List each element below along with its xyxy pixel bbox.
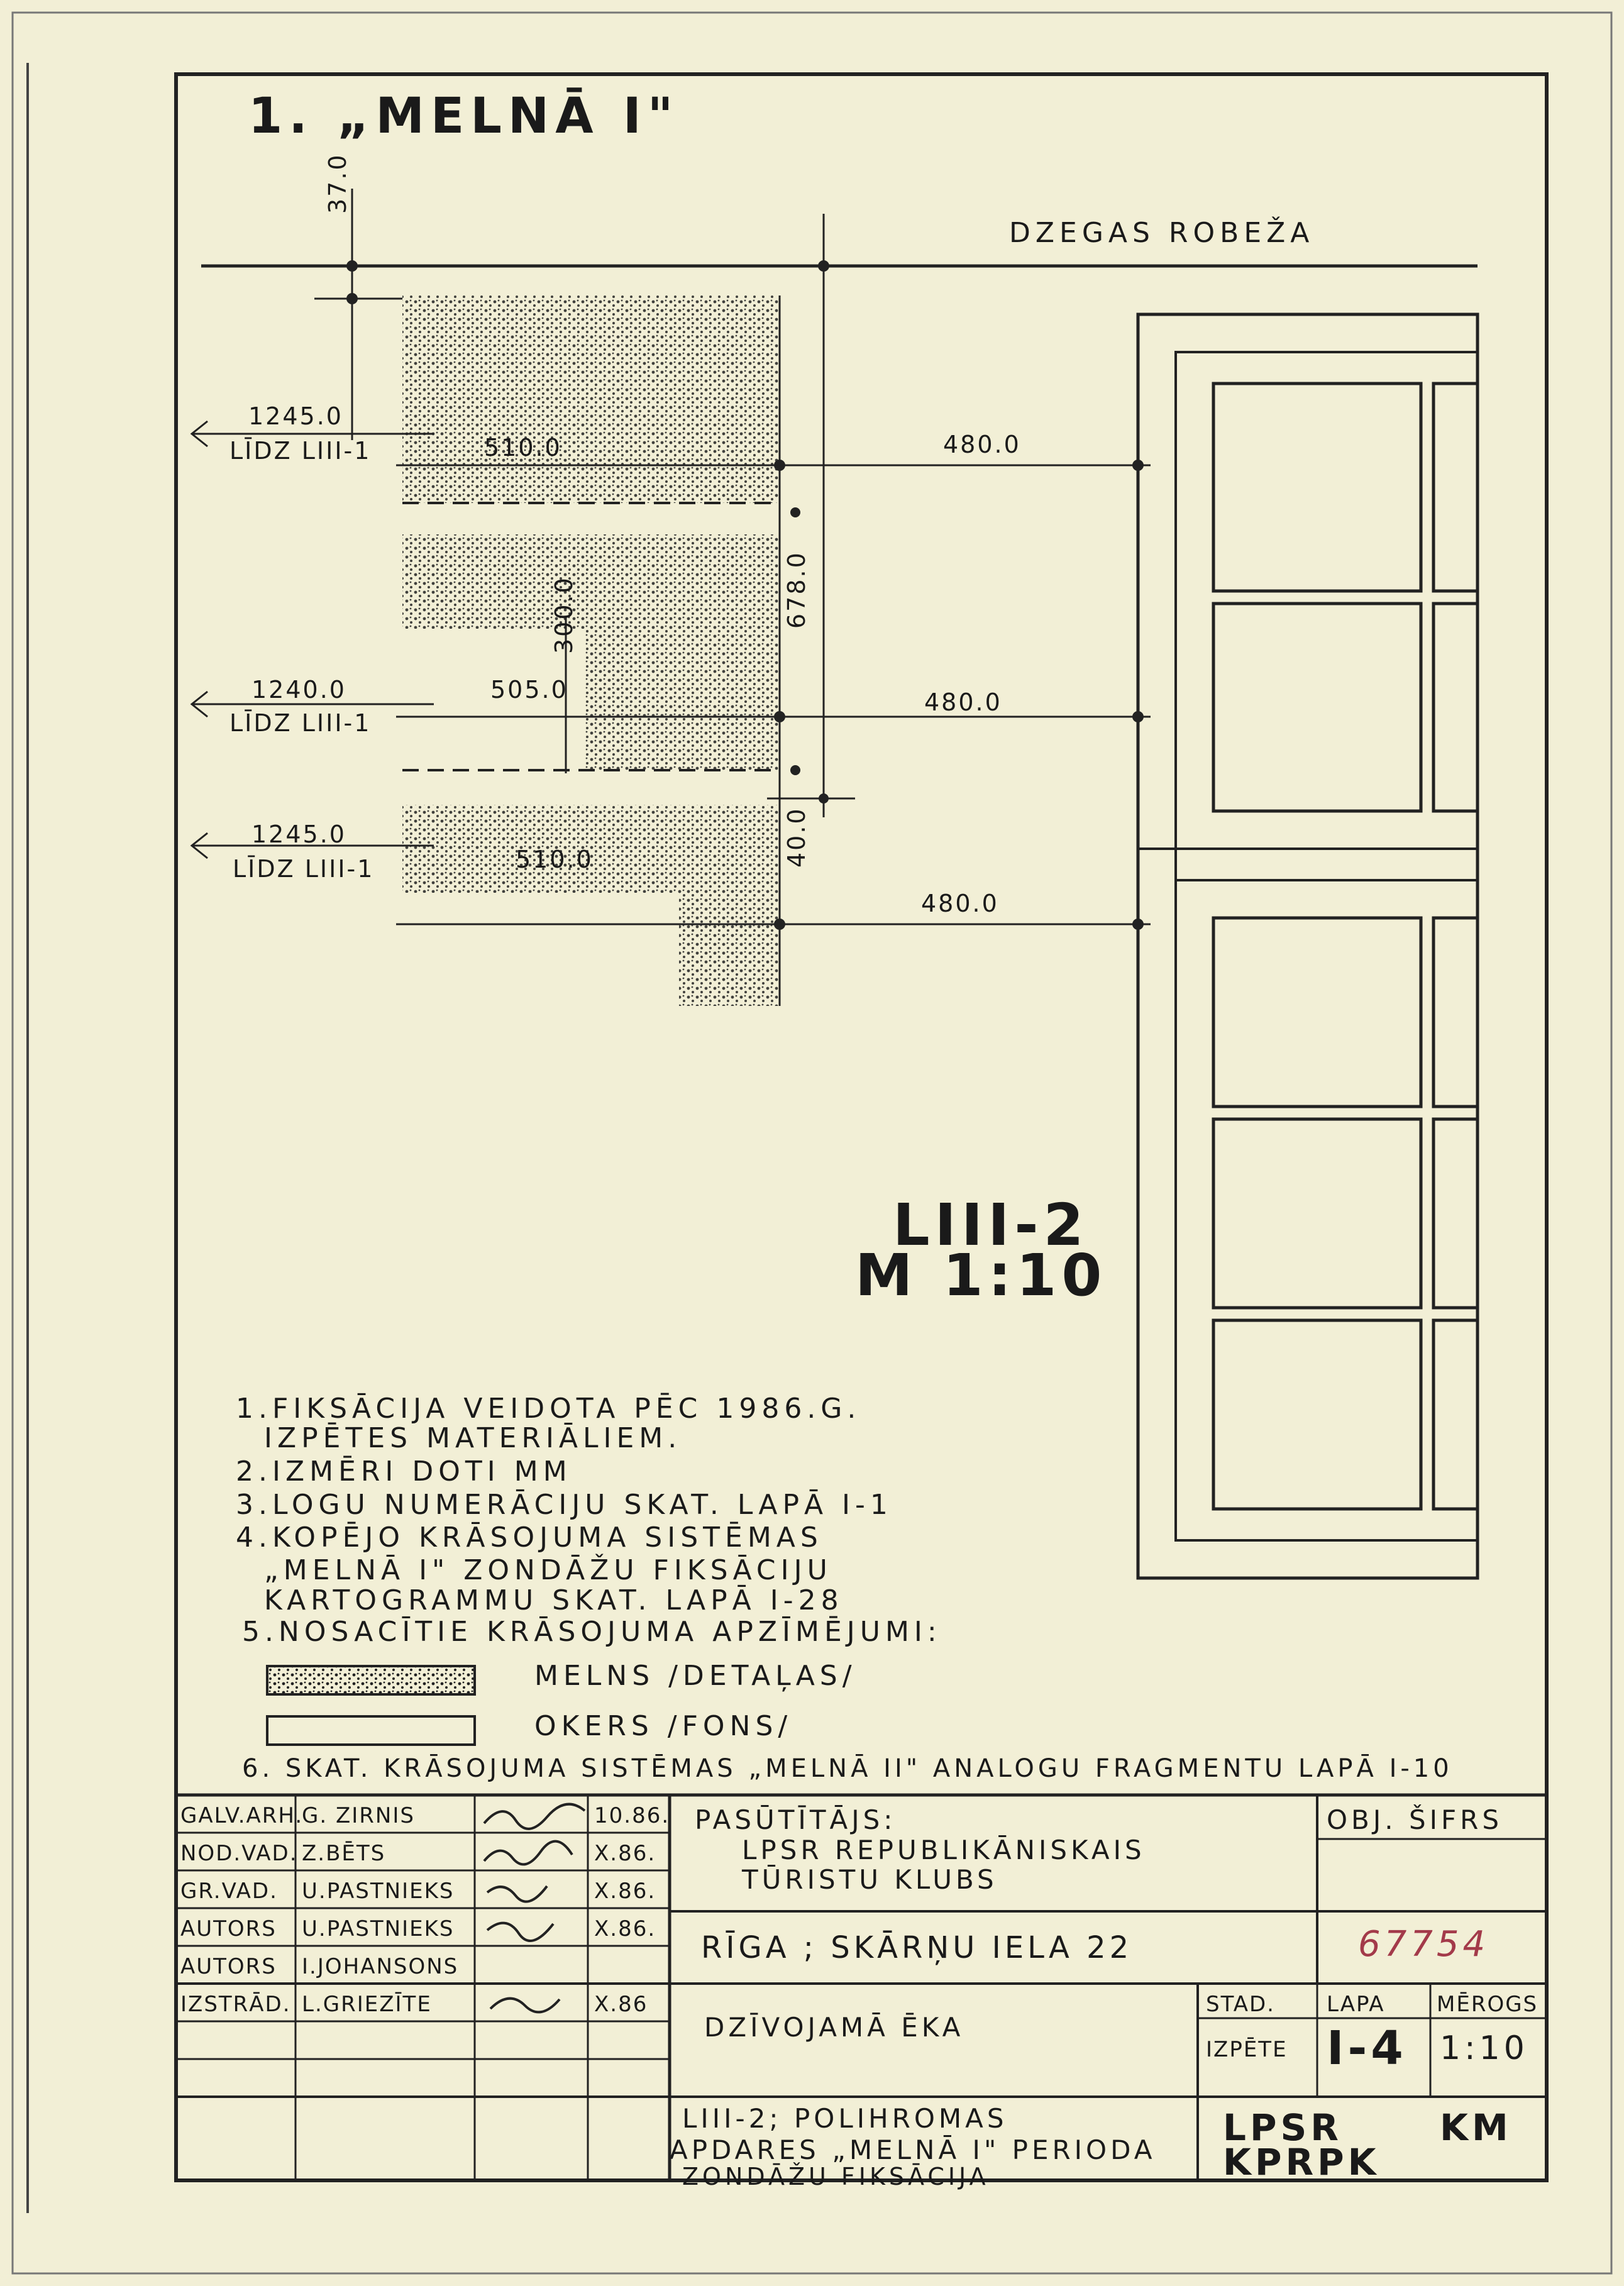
dim-row3-left: 1245.0 — [251, 820, 346, 848]
dim-spacing: 40.0 — [783, 807, 810, 868]
drawing-scale: M 1:10 — [855, 1242, 1107, 1309]
dim-row1-ref: LĪDZ LIII-1 — [229, 437, 372, 465]
note-line: KARTOGRAMMU SKAT. LAPĀ I-28 — [264, 1584, 844, 1616]
tb-name: U.PASTNIEKS — [302, 1916, 455, 1941]
dim-row3-gap: 480.0 — [921, 890, 999, 917]
note-line: 2.IZMĒRI DOTI MM — [236, 1455, 572, 1488]
dim-row2-gap: 480.0 — [924, 688, 1002, 716]
tb-name: Z.BĒTS — [302, 1841, 386, 1866]
tb-date: X.86. — [594, 1916, 656, 1941]
tb-name: U.PASTNIEKS — [302, 1879, 455, 1904]
note-line: 4.KOPĒJO KRĀSOJUMA SISTĒMAS — [236, 1521, 823, 1554]
dim-row2-ref: LĪDZ LIII-1 — [229, 709, 372, 737]
tb-role: AUTORS — [180, 1954, 277, 1979]
description-line-3: ZONDĀŽU FIKSĀCIJA — [682, 2163, 990, 2190]
client-line-2: TŪRISTU KLUBS — [742, 1864, 998, 1895]
tb-role: NOD.VAD. — [180, 1841, 298, 1866]
description-line-2: APDARES „MELNĀ I" PERIODA — [670, 2134, 1156, 2165]
client-label: PASŪTĪTĀJS: — [695, 1804, 897, 1835]
signatures — [478, 1798, 591, 2024]
sheet-label: LAPA — [1327, 1992, 1385, 2017]
tb-name: I.JOHANSONS — [302, 1954, 459, 1979]
scale-value: 1:10 — [1440, 2029, 1528, 2067]
org-line-1: LPSR — [1223, 2106, 1342, 2149]
tb-name: L.GRIEZĪTE — [302, 1992, 432, 2017]
org-line-2: KPRPK — [1223, 2141, 1380, 2184]
building-type: DZĪVOJAMĀ ĒKA — [704, 2012, 964, 2043]
dim-height: 678.0 — [783, 551, 810, 629]
obj-code-label: OBJ. ŠIFRS — [1327, 1804, 1503, 1835]
dim-row2-left: 1240.0 — [251, 676, 346, 704]
client-line-1: LPSR REPUBLIKĀNISKAIS — [742, 1835, 1146, 1865]
dim-row3-width: 510.0 — [516, 846, 594, 873]
dim-row1-width: 510.0 — [484, 434, 562, 461]
note-line: 3.LOGU NUMERĀCIJU SKAT. LAPĀ I-1 — [236, 1489, 893, 1521]
note-line: 5.NOSACĪTIE KRĀSOJUMA APZĪMĒJUMI: — [242, 1616, 942, 1648]
drawing-id: LIII-2 — [893, 1191, 1089, 1259]
dim-row3-ref: LĪDZ LIII-1 — [233, 855, 375, 883]
stage-value: IZPĒTE — [1206, 2037, 1288, 2062]
archive-code: 67754 — [1358, 1924, 1489, 1965]
tb-role: GR.VAD. — [180, 1879, 278, 1904]
legend-black: MELNS /DETAĻAS/ — [534, 1660, 857, 1692]
org-code: KM — [1440, 2106, 1512, 2149]
sheet-number: I-4 — [1327, 2021, 1407, 2075]
note-6: 6. SKAT. KRĀSOJUMA SISTĒMAS „MELNĀ II" ANALOGU FRAGMENTU LAPĀ I-10 — [242, 1754, 1453, 1783]
dim-row1-left: 1245.0 — [248, 402, 343, 430]
dim-row2-width: 505.0 — [490, 676, 568, 704]
dim-row1-gap: 480.0 — [943, 431, 1021, 458]
note-line: 1.FIKSĀCIJA VEIDOTA PĒC 1986.G. — [236, 1393, 861, 1425]
scale-label: MĒROGS — [1437, 1992, 1538, 2017]
tb-date: X.86. — [594, 1841, 656, 1866]
address: RĪGA ; SKĀRŅU IELA 22 — [701, 1930, 1133, 1965]
tb-role: IZSTRĀD. — [180, 1992, 291, 2017]
dim-inner: 300.0 — [550, 576, 578, 654]
legend-ochre: OKERS /FONS/ — [534, 1710, 793, 1742]
drawing-title: 1. „MELNĀ I" — [248, 88, 680, 145]
stage-label: STAD. — [1206, 1992, 1275, 2017]
tb-date: X.86 — [594, 1992, 648, 2017]
tb-role: AUTORS — [180, 1916, 277, 1941]
tb-date: 10.86. — [594, 1803, 670, 1828]
tb-name: G. ZIRNIS — [302, 1803, 415, 1828]
cornice-label: DZEGAS ROBEŽA — [1009, 217, 1315, 249]
tb-role: GALV.ARH. — [180, 1803, 304, 1828]
tb-date: X.86. — [594, 1879, 656, 1904]
note-line: „MELNĀ I" ZONDĀŽU FIKSĀCIJU — [264, 1554, 832, 1586]
description-line-1: LIII-2; POLIHROMAS — [682, 2103, 1008, 2134]
dim-top-offset: 37.0 — [324, 153, 351, 214]
note-line: IZPĒTES MATERIĀLIEM. — [264, 1422, 682, 1454]
